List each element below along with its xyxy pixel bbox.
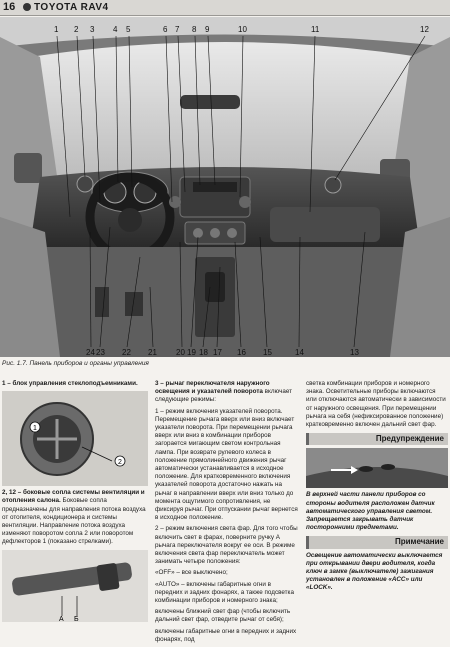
warning-text: В верхней части панели приборов со стороны водителя расположен датчик автоматического управления светом. Запрещается закрывать датчик посторонними предметами. [306,491,435,532]
callout-11: 11 [311,25,320,34]
lever-figure [2,550,148,622]
lever-label-a: А [59,615,64,622]
callout-5: 5 [126,25,131,34]
header-bullet-icon [23,3,31,11]
sensor-figure [306,448,448,488]
dashboard-photo [0,17,450,357]
callout-9: 9 [205,25,210,34]
vent-figure [2,391,148,486]
callout-19: 19 [187,348,196,357]
callout-12: 12 [420,25,429,34]
column-2 [155,380,300,647]
position-off-text: «OFF» – все выключено; [155,569,228,577]
callout-7: 7 [175,25,180,34]
vent-label-2: 2 [118,459,122,467]
callout-14: 14 [295,348,304,357]
vent-label-1: 1 [33,425,37,433]
callout-2: 2 [74,25,79,34]
column-3 [306,380,448,596]
position-low-beam-text: включены ближний свет фар (чтобы включить дальний свет фар, отведите рычаг от себя); [155,608,291,624]
callout-10: 10 [238,25,247,34]
callout-1: 1 [54,25,59,34]
callout-24: 24 [86,348,95,357]
callout-18: 18 [199,348,208,357]
position-auto-text: «AUTO» – включены габаритные огни в передних и задних фонарях, а также подсветка комбинации приборов и номерного знака; [155,580,294,605]
callout-13: 13 [350,348,359,357]
callout-6: 6 [163,25,168,34]
callout-15: 15 [263,348,272,357]
note-text: Освещение автоматически выключается при открывании двери водителя, когда ключ в замке (выключателе) зажигания установлен в положение «ACC» или «LOCK». [306,551,443,592]
callout-20: 20 [176,348,185,357]
item-2-12-text: 2, 12 – боковые сопла системы вентиляции и отопления салона. Боковые сопла предназначены для направления потока воздуха от отопителя, кондиционера и системы вентиляции. Направление потока воздуха изменяют поворотом сопла 2 или поворотом дефлекторов 1 (показано стрелками). [2,489,146,546]
figure-caption: Рис. 1.7. Панель приборов и органы управления [2,360,149,367]
callout-22: 22 [122,348,131,357]
page-number: 16 [3,1,16,13]
callout-16: 16 [237,348,246,357]
callout-8: 8 [192,25,197,34]
callout-3: 3 [90,25,95,34]
callout-23: 23 [96,348,105,357]
page-header [0,0,450,16]
callout-4: 4 [113,25,118,34]
column-1 [2,380,148,625]
book-title: TOYOTA RAV4 [34,2,109,13]
warning-title: Предупреждение [306,433,448,445]
callout-21: 21 [148,348,157,357]
item-1-text: 1 – блок управления стеклоподъемниками. [2,380,138,387]
position-parking-text: включены габаритные огни в передних и задних фонарях, под [155,627,297,643]
mode-2-text: 2 – режим включения света фар. Для того чтобы включить свет в фарах, поверните ручку A рычага переключателя вокруг ее оси. В режиме включения света фар переключатель может занимать четыре положения: [155,525,298,566]
callout-17: 17 [213,348,222,357]
item-3-text: 3 – рычаг переключателя наружного освещения и указателей поворота включает следующие режимы: [155,380,293,404]
note-title: Примечание [306,536,448,548]
continued-text: светка комбинации приборов и номерного знака. Осветительные приборы включаются или отключаются автоматически в зависимости от наружного освещения. При перемещении рычага на себя (нефиксированное положение) кратковременно включен дальний свет фар. [306,380,446,429]
mode-1-text: 1 – режим включения указателей поворота. Перемещение рычага вверх или вниз включает указатели поворота. При перемещении рычага вверх или вниз в комбинации приборов загорается мигающим светом контрольная лампа. При возврате рулевого колеса в положение прямолинейного движения рычаг автоматически устанавливается в исходное положение. Для кратковременного включения указателей поворота достаточно нажать на рычаг в направлении вверх или вниз только до момента ощутимого сопротивления, не фиксируя рычаг. При отпускании рычаг вернется в исходное положение. [155,407,298,522]
lever-label-b: Б [74,615,79,622]
